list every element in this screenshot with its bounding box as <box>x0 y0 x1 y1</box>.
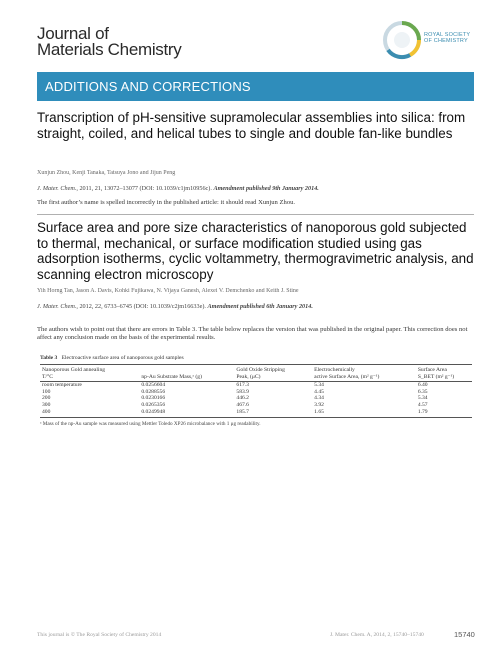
article2-citation <box>37 303 313 310</box>
page-number: 15740 <box>454 630 475 639</box>
col-header-temp: T/°C <box>40 374 139 382</box>
table-cell: 6.40 <box>417 382 428 389</box>
table-cell: 5.34 <box>417 395 428 402</box>
table-caption <box>40 355 472 361</box>
footer-citation: J. Mater. Chem. A, 2014, 2, 15740–15740 <box>330 632 424 638</box>
article2-cite-details: , 2012, 22, 6733–6745 (DOI: 10.1039/c2jm16633e). <box>76 303 206 310</box>
table-cell: 100 <box>42 388 51 395</box>
table-cell: 446.2 <box>236 395 249 402</box>
table-row <box>40 402 472 409</box>
table-cell: 6.35 <box>417 388 428 395</box>
table-cell: 467.6 <box>236 401 249 408</box>
article2-title: Surface area and pore size characteristics of nanoporous gold subjected to thermal, mechanical, or surface modification studied using gas adsorption isotherms, cyclic voltammetry, thermogravimetric analysis, and scanning electron microscopy <box>37 220 474 282</box>
rsc-logo <box>380 18 475 62</box>
article2-amendment: Amendment published 6th January 2014. <box>207 303 313 310</box>
col-header-annealing: Nanoporous Gold annealing <box>40 365 139 374</box>
journal-title <box>37 26 182 58</box>
section-banner <box>37 72 474 101</box>
table-cell: 4.57 <box>417 401 428 408</box>
table-row <box>40 382 472 389</box>
col-header-surface: Surface Area <box>416 365 472 374</box>
article1-amendment: Amendment published 9th January 2014. <box>213 185 319 192</box>
article1-cite-details: , 2011, 21, 13072–13077 (DOI: 10.1039/c1jm10956c). <box>76 185 212 192</box>
table-row <box>40 409 472 418</box>
rsc-logo-icon <box>380 18 424 62</box>
article2-authors: Yih Horng Tan, Jason A. Davis, Kohki Fujikawa, N. Vijaya Ganesh, Alexei V. Demchenko and Keith J. Stine <box>37 288 299 294</box>
table-cell: 617.3 <box>236 382 249 389</box>
section-banner-label: ADDITIONS AND CORRECTIONS <box>45 79 251 94</box>
article2-journal: J. Mater. Chem. <box>37 303 77 310</box>
table-cell: room temperature <box>42 382 82 389</box>
table-cell: 4.34 <box>314 395 324 402</box>
table-cell: 400 <box>40 409 139 418</box>
table-footnote: ᵃ Mass of the np-Au sample was measured using Mettler Toledo XP26 microbalance with 1 μg readability. <box>40 421 261 428</box>
table-cell: 185.7 <box>234 409 312 418</box>
table-caption-label: Table 3 <box>40 355 58 361</box>
col-header-mass: np-Au Substrate Mass,ᵃ (g) <box>139 374 234 382</box>
table-cell: 0.0256604 <box>141 382 166 389</box>
surface-area-table <box>40 364 472 418</box>
table-row <box>40 395 472 402</box>
table-cell: 300 <box>42 401 51 408</box>
col-header-peak: Peak, (μC) <box>234 374 312 382</box>
article1-citation <box>37 185 319 192</box>
table-caption-text: Electroactive surface area of nanoporous gold samples <box>61 355 184 361</box>
table-cell: 1.65 <box>312 409 416 418</box>
article1-correction: The first author’s name is spelled incorrectly in the published article: it should read Xunjun Zhou. <box>37 199 296 206</box>
table-row <box>40 389 472 396</box>
divider <box>37 214 474 215</box>
table-cell: 0.0288556 <box>141 388 166 395</box>
table-cell: 0.0230166 <box>141 395 166 402</box>
article2-correction: The authors wish to point out that there are errors in Table 3. The table below replaces the version that was published in the original paper. This correction does not affect any conclusion made on the basis of the experimental results. <box>37 326 468 341</box>
article1-authors: Xunjun Zhou, Kenji Tanaka, Tatsuya Jono and Jijun Peng <box>37 170 176 176</box>
table-3 <box>40 355 472 427</box>
table-cell: 5.34 <box>314 382 324 389</box>
footer-copyright: This journal is © The Royal Society of Chemistry 2014 <box>37 632 162 638</box>
col-header-sbet: S_BET (m² g⁻¹) <box>416 374 472 382</box>
col-header-electro: Electrochemically <box>312 365 416 374</box>
table-cell: 0.0249948 <box>139 409 234 418</box>
col-header-area: active Surface Area, (m² g⁻¹) <box>312 374 416 382</box>
journal-title-line2: Materials Chemistry <box>37 40 182 59</box>
article1-journal: J. Mater. Chem. <box>37 185 77 192</box>
table-cell: 3.92 <box>314 401 324 408</box>
table-cell: 1.79 <box>416 409 472 418</box>
table-cell: 200 <box>42 395 51 402</box>
col-header-stripping: Gold Oxide Stripping <box>234 365 312 374</box>
table-cell: 583.9 <box>236 388 249 395</box>
article1-title: Transcription of pH-sensitive supramolecular assemblies into silica: from straight, coiled, and helical tubes to single and double fan-like bundles <box>37 110 466 141</box>
table-cell: 0.0265356 <box>141 401 166 408</box>
journal-title-line1: Journal of <box>37 24 109 43</box>
rsc-logo-text: ROYAL SOCIETY OF CHEMISTRY <box>424 32 471 44</box>
table-cell: 4.45 <box>314 388 324 395</box>
